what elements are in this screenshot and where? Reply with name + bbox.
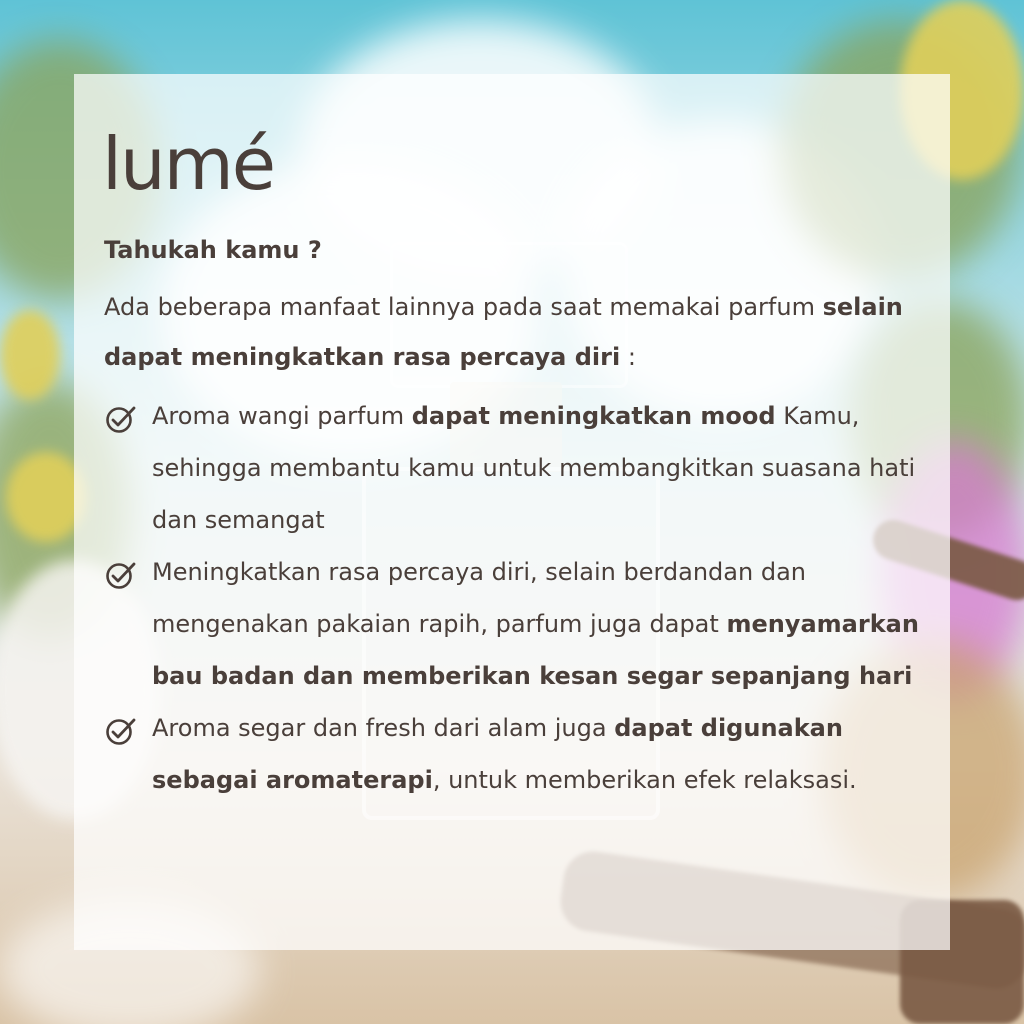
benefit-item xyxy=(104,702,924,806)
headline: Tahukah kamu ? xyxy=(104,236,322,264)
benefit-bold: dapat meningkatkan mood xyxy=(411,402,776,430)
check-circle-icon xyxy=(104,402,138,436)
intro-pre: Ada beberapa manfaat lainnya pada saat memakai parfum xyxy=(104,293,823,321)
check-circle-icon xyxy=(104,714,138,748)
benefit-text: Aroma segar dan fresh dari alam juga xyxy=(152,714,615,742)
check-circle-icon xyxy=(104,558,138,592)
brand-logo: lumé xyxy=(102,122,275,206)
intro-text xyxy=(104,282,904,382)
benefits-list xyxy=(104,390,924,806)
benefit-text: Aroma wangi parfum xyxy=(152,402,412,430)
benefit-text: Meningkatkan rasa percaya diri, selain berdandan dan mengenakan pakaian rapih, parfum juga dapat xyxy=(152,558,806,638)
intro-bold: selain dapat meningkatkan rasa percaya diri xyxy=(104,293,903,371)
benefit-item xyxy=(104,390,924,546)
benefit-bold: dapat digunakan sebagai aromaterapi xyxy=(152,714,843,794)
benefit-text: , untuk memberikan efek relaksasi. xyxy=(432,766,857,794)
intro-post: : xyxy=(620,343,636,371)
benefit-item xyxy=(104,546,924,702)
benefit-text: Kamu, sehingga membantu kamu untuk membangkitkan suasana hati dan semangat xyxy=(152,402,916,534)
benefit-bold: menyamarkan bau badan dan memberikan kesan segar sepanjang hari xyxy=(152,610,919,690)
